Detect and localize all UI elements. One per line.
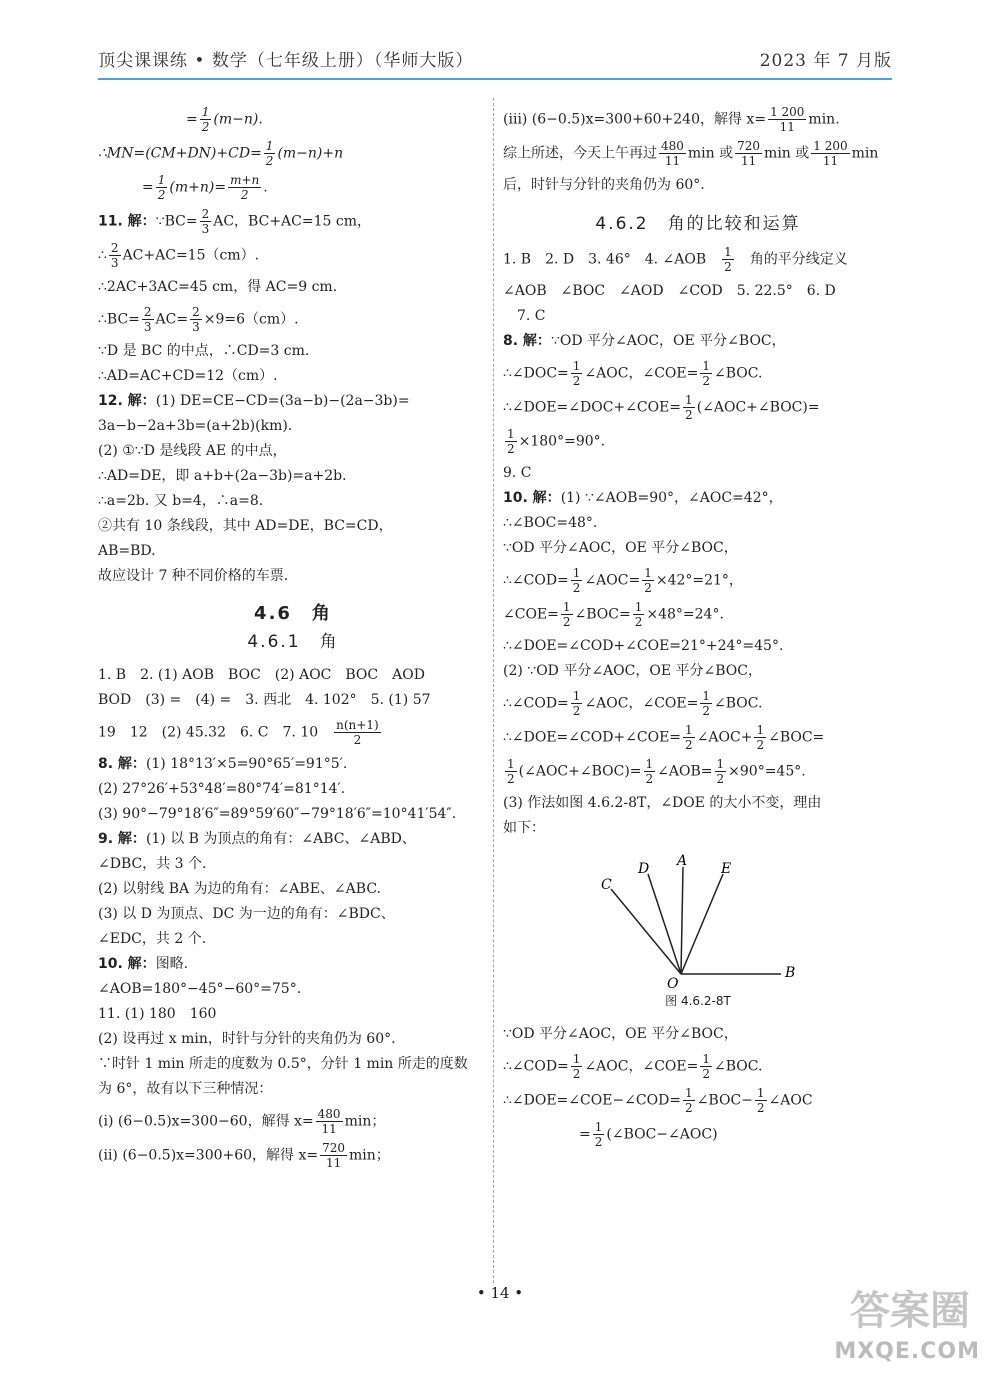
eq-line: ∴a=2b. 又 b=4，∴a=8. — [98, 493, 264, 509]
eq-line: 后，时针与分针的夹角仍为 60°. — [503, 177, 705, 193]
answer-9: 9. C — [503, 465, 532, 481]
eq-line: 如下： — [503, 820, 545, 836]
eq-line: (2) 设再过 x min，时针与分针的夹角仍为 60°. — [98, 1031, 396, 1047]
eq-line: ∴∠COD= $\frac{1}{2}$ ∠AOC，∠COE= $\frac{1}{2}$ ∠BOC. — [503, 1052, 763, 1081]
fraction: $\frac{720}{11}$ — [737, 139, 761, 168]
fraction: $\frac{1}{2}$ — [702, 359, 710, 388]
fraction: $\frac{1}{2}$ — [572, 359, 581, 388]
fraction: $\frac{1}{2}$ — [572, 689, 581, 718]
eq-line: ∠COE= $\frac{1}{2}$ ∠BOC= $\frac{1}{2}$ ×48°=24°. — [503, 600, 724, 629]
fraction: $\frac{1}{2}$ — [756, 1086, 765, 1115]
fraction: $\frac{1}{2}$ — [634, 600, 643, 629]
fraction: $\frac{1}{2}$ — [157, 173, 166, 202]
label-o: O — [667, 976, 679, 989]
right-column — [503, 100, 893, 1154]
eq-line: ∴∠DOC= $\frac{1}{2}$ ∠AOC，∠COE= $\frac{1}{2}$ ∠BOC. — [503, 359, 763, 388]
page-number: • 14 • — [476, 1284, 524, 1302]
eq-line: ∴MN=(CM+DN)+CD= $\frac{1}{2}$ (m−n)+n — [98, 139, 344, 168]
eq-line: (2) ∵OD 平分∠AOC，OE 平分∠BOC， — [503, 663, 762, 679]
eq-line: ∴∠DOE=∠COE−∠COD= $\frac{1}{2}$ ∠BOC− $\frac{1}{2}$ ∠AOC — [503, 1086, 813, 1115]
fraction: $\frac{1}{2}$ — [702, 1052, 710, 1081]
eq-line: ∴∠COD= $\frac{1}{2}$ ∠AOC= $\frac{1}{2}$ ×42°=21°， — [503, 566, 743, 595]
label-d: D — [638, 861, 650, 877]
answer-12: 12. 解：(1) DE=CE−CD=(3a−b)−(2a−3b)= — [98, 393, 410, 409]
fraction: $\frac{1 200}{11}$ — [770, 105, 805, 134]
answers-1-5: BOD (3) = (4) = 3. 西北 4. 102° 5. (1) 57 — [98, 692, 431, 708]
book-title: 顶尖课课练 • 数学（七年级上册）（华师大版） — [98, 50, 474, 71]
fraction: $\frac{1}{2}$ — [685, 723, 693, 752]
answer-9: 9. 解：(1) 以 B 为顶点的角有：∠ABC、∠ABD、 — [98, 831, 416, 847]
fraction: $\frac{1}{2}$ — [685, 1086, 693, 1115]
eq-line: ∴AD=DE，即 a+b+(2a−3b)=a+2b. — [98, 468, 347, 484]
fraction: $\frac{2}{3}$ — [201, 207, 210, 236]
fraction: $\frac{1}{2}$ — [645, 757, 654, 786]
eq-line: ∴BC= $\frac{2}{3}$ AC= $\frac{2}{3}$ ×9=6（cm）. — [98, 305, 299, 334]
fraction: $\frac{1}{2}$ — [716, 757, 725, 786]
fraction: $\frac{n(n+1)}{2}$ — [336, 718, 379, 747]
figure-caption: 图 4.6.2-8T — [665, 994, 731, 1008]
ray-od — [648, 874, 681, 974]
fraction: $\frac{2}{3}$ — [110, 241, 119, 270]
eq-line: 为 6°，故有以下三种情况： — [98, 1081, 273, 1097]
fraction: $\frac{1}{2}$ — [562, 600, 571, 629]
fraction: $\frac{1}{2}$ — [507, 427, 515, 456]
fraction: $\frac{2}{3}$ — [143, 305, 152, 334]
fraction: $\frac{1}{2}$ — [702, 689, 710, 718]
fraction: $\frac{480}{11}$ — [661, 139, 684, 168]
label-b: B — [785, 965, 796, 981]
ray-oc — [611, 889, 681, 974]
eq-line: (2) 以射线 BA 为边的角有：∠ABE、∠ABC. — [98, 881, 381, 897]
answer-8: 8. 解：∵OD 平分∠AOC，OE 平分∠BOC， — [503, 333, 786, 349]
eq-line: = $\frac{1}{2}$ (m−n). — [186, 105, 263, 134]
ray-oe — [681, 874, 723, 974]
page-header — [98, 38, 892, 80]
label-c: C — [601, 877, 612, 893]
answer-8: 8. 解：(1) 18°13′×5=90°65′=91°5′. — [98, 756, 348, 772]
eq-line: ∵OD 平分∠AOC，OE 平分∠BOC， — [503, 1026, 738, 1042]
label-e: E — [721, 861, 732, 877]
fraction: $\frac{2}{3}$ — [192, 305, 200, 334]
eq-line: ∠EDC，共 2 个. — [98, 931, 207, 947]
eq-line: ∴∠DOE=∠COD+∠COE= $\frac{1}{2}$ ∠AOC+ $\frac{1}{2}$ ∠BOC= — [503, 723, 825, 752]
eq-line: ∴∠BOC=48°. — [503, 515, 598, 531]
eq-line: (2) 27°26′+53°48′=80°74′=81°14′. — [98, 781, 346, 797]
eq-line: (ⅲ) (6−0.5)x=300+60+240，解得 x= $\frac{1 200}{11}$ min. — [503, 105, 840, 134]
eq-line: (ⅱ) (6−0.5)x=300+60，解得 x= $\frac{720}{11}$ min； — [98, 1141, 390, 1170]
fraction: $\frac{1}{2}$ — [572, 566, 581, 595]
eq-line: (2) ①∵D 是线段 AE 的中点， — [98, 443, 287, 459]
fraction: $\frac{1}{2}$ — [507, 757, 515, 786]
angle-figure — [503, 849, 893, 989]
eq-line: ∴AD=AC+CD=12（cm）. — [98, 368, 278, 384]
eq-line: 故应设计 7 种不同价格的车票. — [98, 568, 289, 584]
subsection-heading: 4.6.2 角的比较和运算 — [595, 214, 801, 234]
eq-line: ∠DBC，共 3 个. — [98, 856, 207, 872]
eq-line: ∵D 是 BC 的中点，∴CD=3 cm. — [98, 343, 310, 359]
fraction: $\frac{1}{2}$ — [685, 393, 693, 422]
section-heading: 4.6 角 — [254, 603, 332, 624]
fraction: $\frac{1}{2}$ — [265, 139, 274, 168]
fraction: $\frac{1}{2}$ — [594, 1120, 603, 1149]
answers-1-5: 1. B 2. (1) AOB BOC (2) AOC BOC AOD — [98, 667, 425, 683]
eq-line: = $\frac{1}{2}$ (m+n)= $\frac{m+n}{2}$ . — [142, 173, 268, 202]
eq-line: ∵OD 平分∠AOC，OE 平分∠BOC， — [503, 540, 738, 556]
answers-4-6: ∠AOB ∠BOC ∠AOD ∠COD 5. 22.5° 6. D — [503, 283, 836, 299]
eq-line: ∠AOB=180°−45°−60°=75°. — [98, 981, 302, 997]
column-divider — [493, 98, 494, 1283]
watermark-url: MXQE.COM — [834, 1339, 980, 1364]
eq-line: = $\frac{1}{2}$ (∠BOC−∠AOC) — [579, 1120, 718, 1149]
eq-line: AB=BD. — [98, 543, 156, 559]
edition-date: 2023 年 7 月版 — [759, 50, 892, 71]
eq-line: ∴ $\frac{2}{3}$ AC+AC=15（cm）. — [98, 241, 260, 270]
answer-11b: 11. (1) 180 160 — [98, 1006, 217, 1022]
eq-line: (3) 作法如图 4.6.2-8T，∠DOE 的大小不变，理由 — [503, 795, 822, 811]
answer-10: 10. 解：(1) ∵∠AOB=90°，∠AOC=42°， — [503, 490, 783, 506]
eq-line: ∴∠DOE=∠DOC+∠COE= $\frac{1}{2}$ (∠AOC+∠BOC)= — [503, 393, 820, 422]
eq-line: 综上所述，今天上午再过 $\frac{480}{11}$ min 或 $\frac{720}{11}$ min 或 $\frac{1 200}{11}$ min — [503, 139, 879, 168]
eq-line: (3) 以 D 为顶点、DC 为一边的角有：∠BDC、 — [98, 906, 395, 922]
answers-5-7: 19 12 (2) 45.32 6. C 7. 10 $\frac{n(n+1)}{2}$ — [98, 718, 379, 747]
left-column — [98, 100, 488, 1175]
label-a: A — [677, 853, 688, 869]
fraction: $\frac{720}{11}$ — [322, 1141, 346, 1170]
answer-10: 10. 解：图略. — [98, 956, 189, 972]
eq-line: $\frac{1}{2}$ (∠AOC+∠BOC)= $\frac{1}{2}$ ∠AOB= $\frac{1}{2}$ ×90°=45°. — [507, 757, 806, 786]
fraction: $\frac{1}{2}$ — [201, 105, 210, 134]
angle-diagram — [503, 849, 893, 989]
eq-line: (ⅰ) (6−0.5)x=300−60，解得 x= $\frac{480}{11}$ min； — [98, 1107, 386, 1136]
eq-line: ∴∠DOE=∠COD+∠COE=21°+24°=45°. — [503, 638, 784, 654]
eq-line: ∵时针 1 min 所走的度数为 0.5°，分针 1 min 所走的度数 — [98, 1056, 468, 1072]
eq-line: 3a−b−2a+3b=(a+2b)(km). — [98, 418, 293, 434]
answer-11: 11. 解：∵BC= $\frac{2}{3}$ AC，BC+AC=15 cm， — [98, 207, 371, 236]
eq-line: ∴∠COD= $\frac{1}{2}$ ∠AOC，∠COE= $\frac{1}{2}$ ∠BOC. — [503, 689, 763, 718]
ray-oa — [681, 867, 683, 974]
fraction: $\frac{m+n}{2}$ — [230, 173, 260, 202]
watermark-logo: 答案圈 — [850, 1288, 970, 1334]
answers-1-4: 1. B 2. D 3. 46° 4. ∠AOB $\frac{1}{2}$ 角的平分线定义 — [503, 245, 848, 274]
eq-line: $\frac{1}{2}$ ×180°=90°. — [507, 427, 606, 456]
eq-line: ②共有 10 条线段，其中 AD=DE，BC=CD， — [98, 518, 393, 534]
eq-line: (3) 90°−79°18′6″=89°59′60″−79°18′6″=10°41′54″. — [98, 806, 457, 822]
fraction: $\frac{1}{2}$ — [644, 566, 652, 595]
fraction: $\frac{480}{11}$ — [317, 1107, 341, 1136]
answer-7: 7. C — [517, 308, 546, 324]
fraction: $\frac{1}{2}$ — [572, 1052, 581, 1081]
fraction: $\frac{1}{2}$ — [724, 245, 732, 274]
fraction: $\frac{1}{2}$ — [756, 723, 765, 752]
eq-line: ∴2AC+3AC=45 cm，得 AC=9 cm. — [98, 279, 338, 295]
fraction: $\frac{1 200}{11}$ — [813, 139, 848, 168]
subsection-heading: 4.6.1 角 — [247, 632, 339, 652]
